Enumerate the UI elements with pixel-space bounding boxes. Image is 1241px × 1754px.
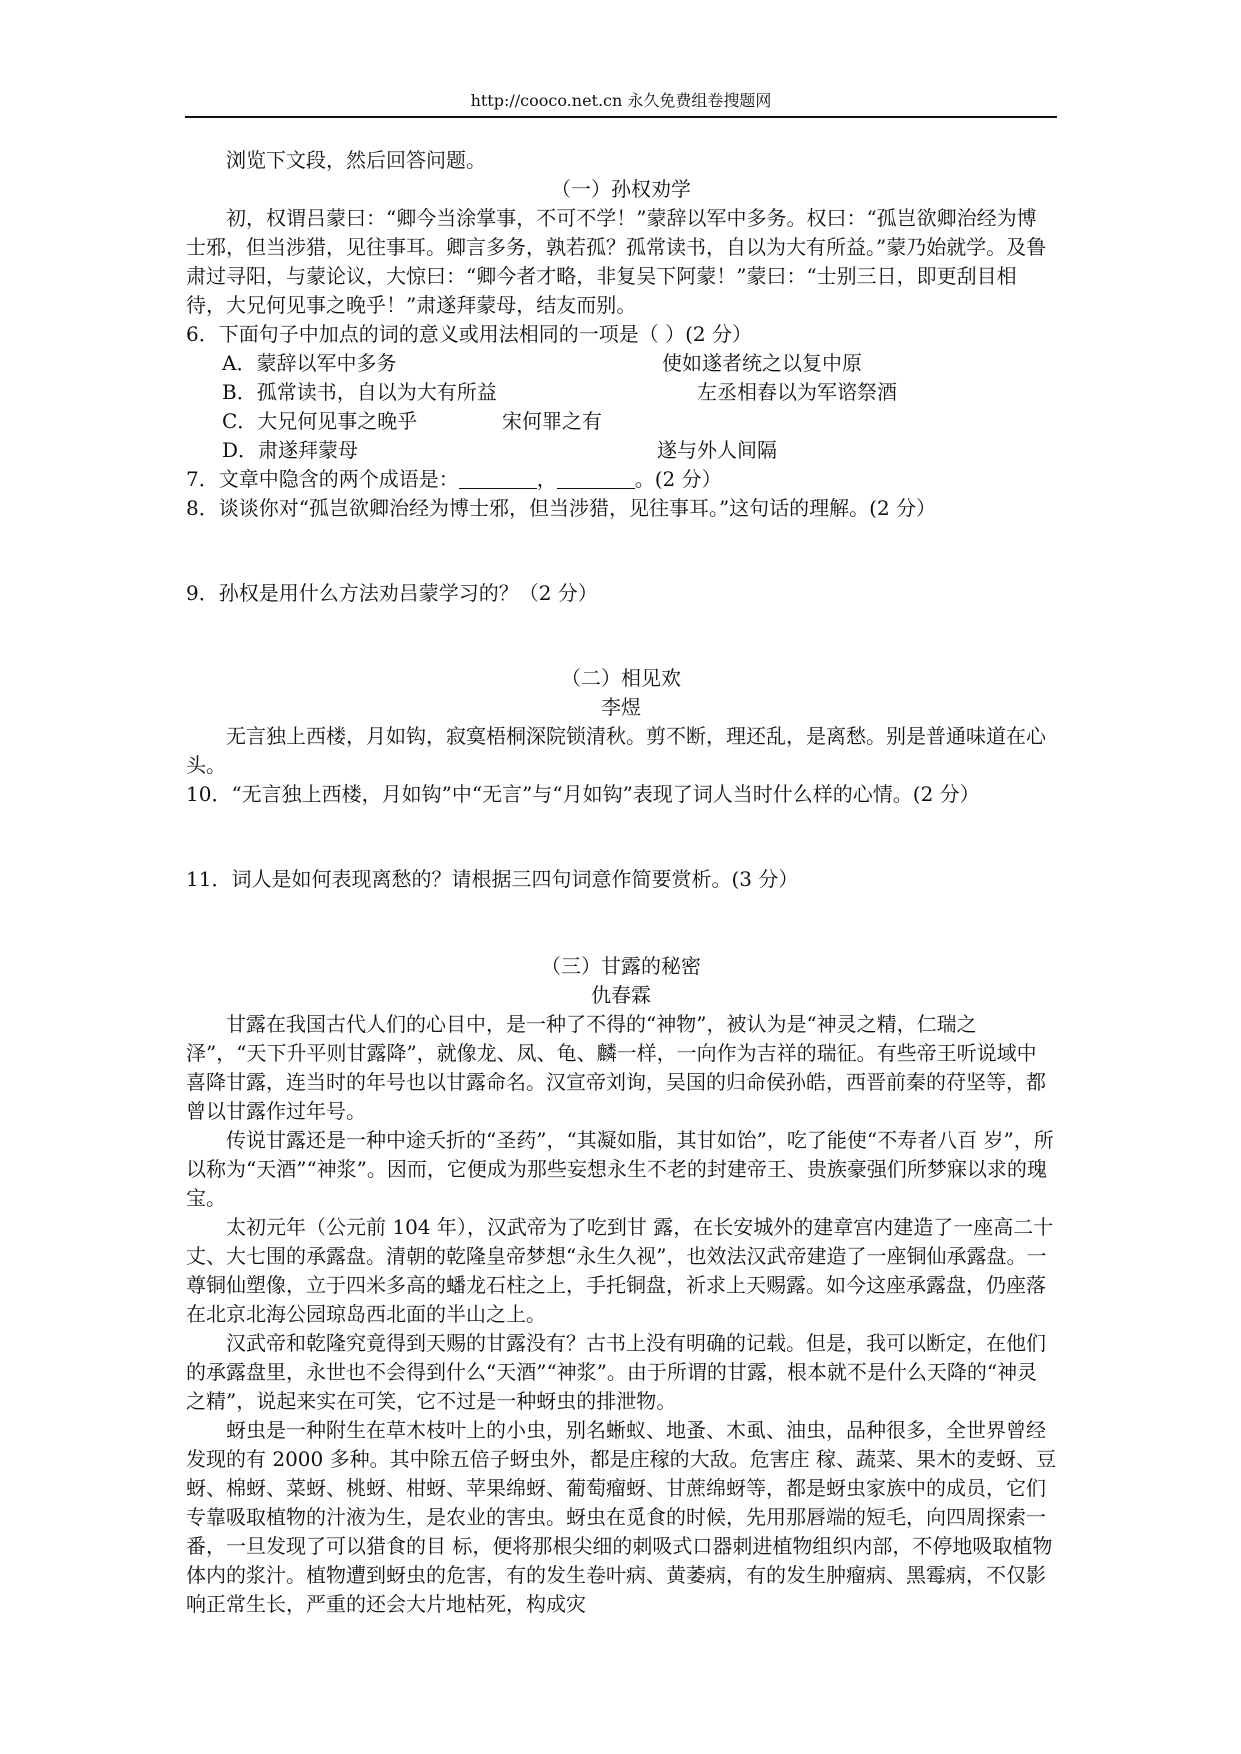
answer-space bbox=[186, 894, 1056, 952]
question-10: 10．“无言独上西楼，月如钩”中“无言”与“月如钩”表现了词人当时什么样的心情。(2 分） bbox=[186, 782, 980, 806]
answer-space bbox=[186, 608, 1056, 664]
question-7-separator: ， bbox=[536, 467, 557, 491]
question-6-stem: 6．下面句子中加点的词的意义或用法相同的一项是（ ）(2 分） bbox=[186, 322, 752, 346]
document-body bbox=[186, 146, 1056, 1619]
answer-space bbox=[186, 809, 1056, 865]
section3-paragraph-3: 太初元年（公元前 104 年），汉武帝为了吃到甘 露，在长安城外的建章宫内建造了一座高二十丈、大七围的承露盘。清朝的乾隆皇帝梦想“永生久视”，也效法汉武帝建造了一座铜仙承露盘。一尊铜仙塑像，立于四米多高的蟠龙石柱之上，手托铜盘，祈求上天赐露。如今这座承露盘，仍座落在北京北海公园琼岛西北面的半山之上。 bbox=[186, 1215, 1054, 1326]
section3-paragraph-4: 汉武帝和乾隆究竟得到天赐的甘露没有？古书上没有明确的记载。但是，我可以断定，在他们的承露盘里，永世也不会得到什么“天酒”“神浆”。由于所谓的甘露，根本就不是什么天降的“神灵之精”，说起来实在可笑，它不过是一种蚜虫的排泄物。 bbox=[186, 1331, 1046, 1413]
section3-paragraph-5: 蚜虫是一种附生在草木枝叶上的小虫，别名蜥蚁、地蚤、木虱、油虫，品种很多，全世界曾经发现的有 2000 多种。其中除五倍子蚜虫外，都是庄稼的大敌。危害庄 稼、蔬菜、果木的麦蚜、豆蚜、棉蚜、菜蚜、桃蚜、柑蚜、苹果绵蚜、葡萄瘤蚜、甘蔗绵蚜等，都是蚜虫家族中的成员，它们专靠吸取植物的汁液为生，是农业的害虫。蚜虫在觅食的时候，先用那唇端的短毛，向四周探索一番，一旦发现了可以猎食的目 标，便将那根尖细的刺吸式口器刺进植物组织内部，不停地吸取植物体内的浆汁。植物遭到蚜虫的危害，有的发生卷叶病、黄萎病，有的发生肿瘤病、黑霉病，不仅影响正常生长，严重的还会大片地枯死，构成灾 bbox=[186, 1418, 1056, 1616]
answer-blank-1[interactable] bbox=[459, 468, 537, 489]
section3-author: 仇春霖 bbox=[591, 983, 651, 1007]
question-6-option-c bbox=[186, 407, 1056, 436]
section2-poem: 无言独上西楼，月如钩，寂寞梧桐深院锁清秋。剪不断，理还乱，是离愁。别是普通味道在心头。 bbox=[186, 724, 1046, 777]
answer-blank-2[interactable] bbox=[557, 468, 635, 489]
intro-instruction: 浏览下文段，然后回答问题。 bbox=[226, 148, 486, 172]
question-8: 8．谈谈你对“孤岂欲卿治经为博士邪，但当涉猎，见往事耳。”这句话的理解。(2 分） bbox=[186, 496, 937, 520]
question-6-option-a bbox=[186, 349, 1056, 378]
section1-passage: 初，权谓吕蒙曰：“卿今当涂掌事，不可不学！”蒙辞以军中多务。权曰：“孤岂欲卿治经为博士邪，但当涉猎，见往事耳。卿言多务，孰若孤？孤常读书，自以为大有所益。”蒙乃始就学。及鲁肃过寻阳，与蒙论议，大惊曰：“卿今者才略，非复吴下阿蒙！”蒙曰：“士别三日，即更刮目相待，大兄何见事之晚乎！”肃遂拜蒙母，结友而别。 bbox=[186, 206, 1047, 317]
question-11: 11．词人是如何表现离愁的？请根据三四句词意作简要赏析。(3 分） bbox=[186, 867, 799, 891]
option-d-right: 遂与外人间隔 bbox=[657, 438, 777, 462]
question-7-prefix: 7．文章中隐含的两个成语是： bbox=[186, 467, 459, 491]
question-7 bbox=[186, 465, 1056, 494]
answer-space bbox=[186, 523, 1056, 579]
section3-paragraph-1: 甘露在我国古代人们的心目中，是一种了不得的“神物”，被认为是“神灵之精，仁瑞之泽”，“天下升平则甘露降”，就像龙、凤、龟、麟一样，一向作为吉祥的瑞征。有些帝王听说域中喜降甘露，连当时的年号也以甘露命名。汉宣帝刘询，吴国的归命侯孙皓，西晋前秦的苻坚等，都曾以甘露作过年号。 bbox=[186, 1012, 1046, 1123]
option-b-left: B．孤常读书，自以为大有所益 bbox=[222, 380, 497, 404]
section3-title: （三）甘露的秘密 bbox=[541, 954, 701, 978]
section3-paragraph-2: 传说甘露还是一种中途夭折的“圣药”，“其凝如脂，其甘如饴”，吃了能使“不寿者八百 岁”，所以称为“天酒”“神浆”。因而，它便成为那些妄想永生不老的封建帝王、贵族豪强们所梦寐以求的瑰宝。 bbox=[186, 1128, 1054, 1210]
option-d-left: D．肃遂拜蒙母 bbox=[222, 438, 359, 462]
option-a-left: A．蒙辞以军中多务 bbox=[222, 351, 397, 375]
option-c-left: C．大兄何见事之晚乎 bbox=[222, 409, 418, 433]
question-7-suffix: 。(2 分） bbox=[634, 467, 722, 491]
section1-title: （一）孙权劝学 bbox=[551, 177, 691, 201]
option-c-right: 宋何罪之有 bbox=[502, 409, 602, 433]
question-6-option-d bbox=[186, 436, 1056, 465]
question-9: 9．孙权是用什么方法劝吕蒙学习的？（2 分） bbox=[186, 581, 598, 605]
section2-author: 李煜 bbox=[601, 695, 641, 719]
option-b-right: 左丞相舂以为军谘祭酒 bbox=[697, 380, 897, 404]
section2-title: （二）相见欢 bbox=[561, 666, 681, 690]
question-6-option-b bbox=[186, 378, 1056, 407]
option-a-right: 使如遂者统之以复中原 bbox=[662, 351, 862, 375]
page-header-url: http://cooco.net.cn 永久免费组卷搜题网 bbox=[185, 86, 1057, 118]
